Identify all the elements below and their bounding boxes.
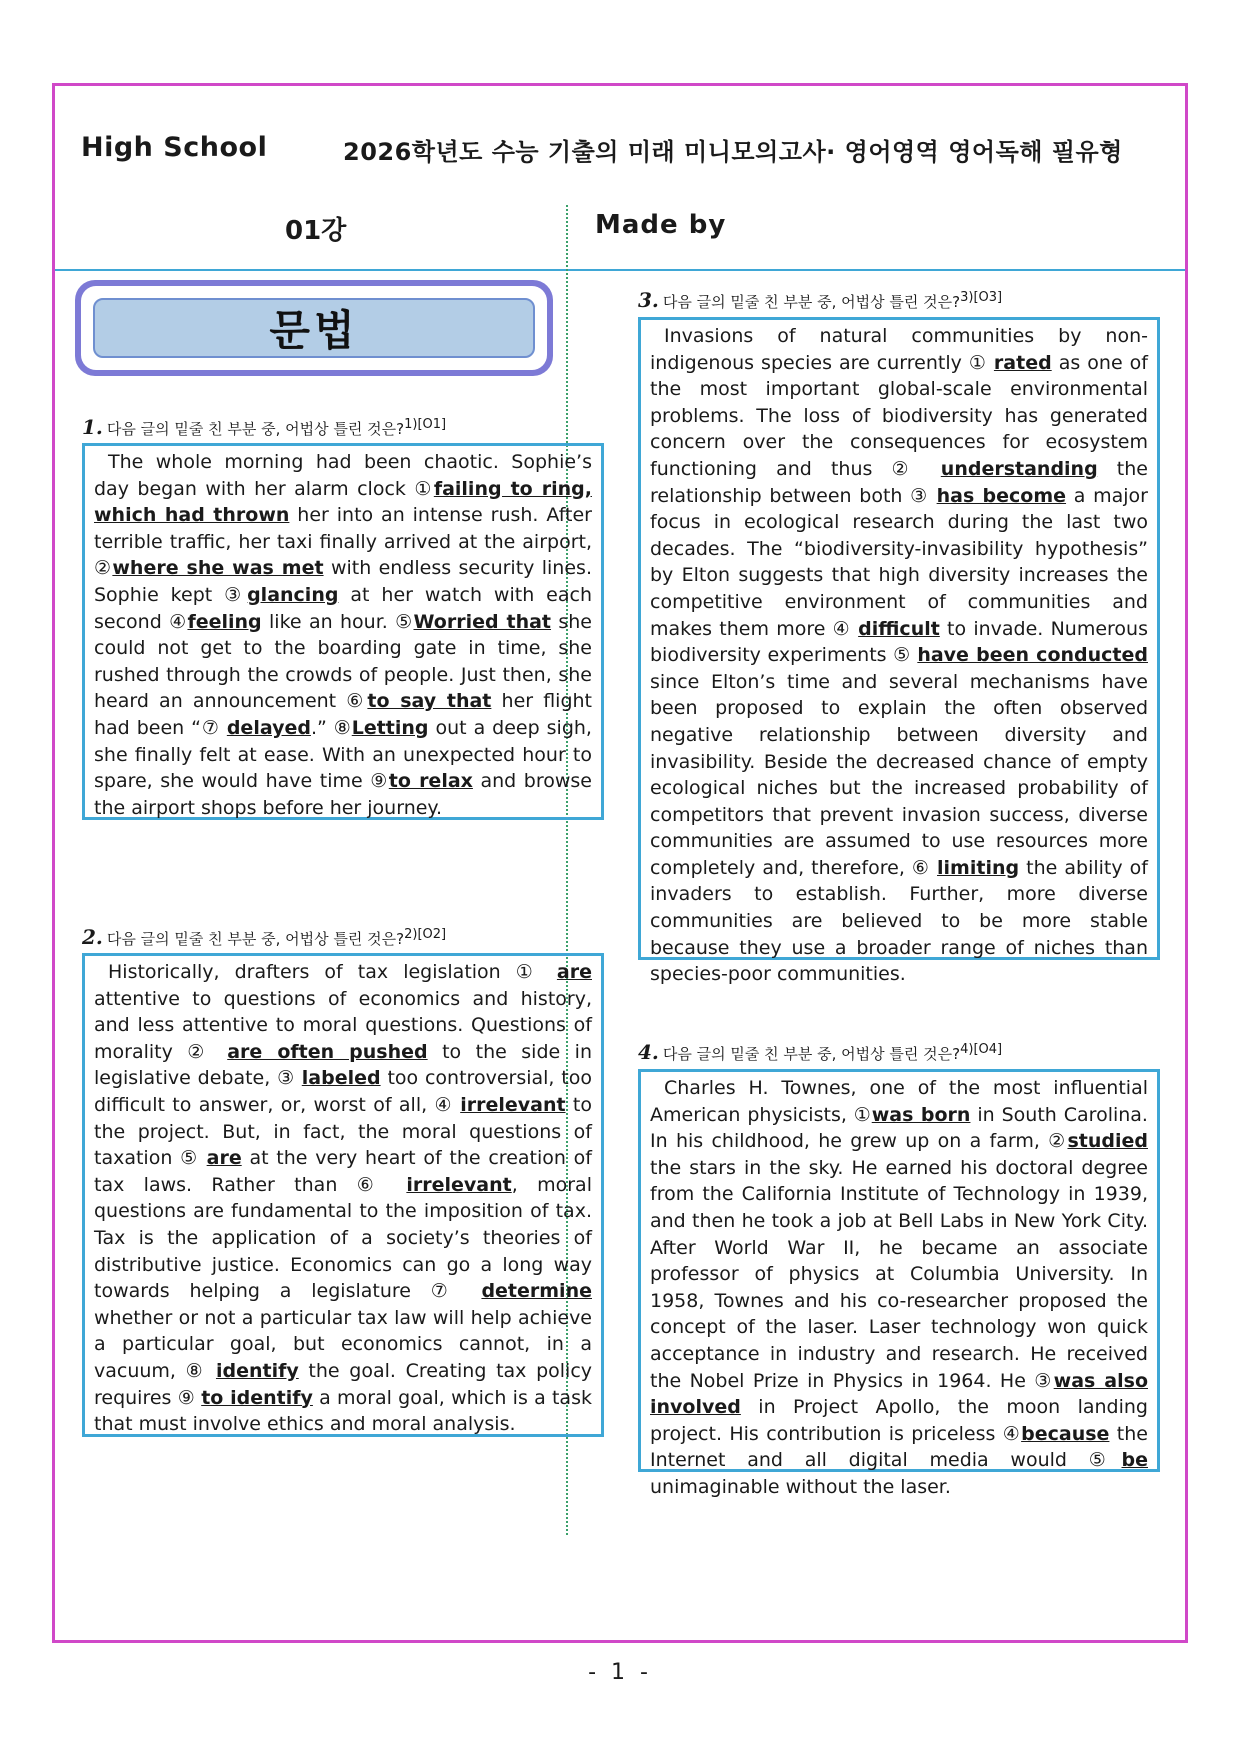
question-prompt: 다음 글의 밑줄 친 부분 중, 어법상 틀린 것은? — [106, 930, 405, 948]
passage-segment: with endless security lines. Sophie kept ③ — [94, 557, 592, 606]
passage-segment: out a deep sigh, she finally felt at ease. With an unexpected hour to spare, she would have time ⑨ — [94, 716, 592, 793]
question-1-header — [82, 415, 446, 439]
passage-segment: and browse the airport shops before her journey. — [94, 770, 592, 819]
passage-segment: like an hour. ⑤ — [261, 610, 414, 633]
underlined-choice: understanding — [940, 457, 1098, 480]
question-prompt: 다음 글의 밑줄 친 부분 중, 어법상 틀린 것은? — [662, 293, 961, 311]
passage-segment: the stars in the sky. He earned his doctoral degree from the California Institute of Technology in 1939, and then he took a job at Bell Labs in New York City. After World War II, he became an associate professor of physics at Columbia University. In 1958, Townes and his co-researcher proposed the concept of the laser. Laser technology won quick acceptance in industry and research. He received the Nobel Prize in Physics in 1964. He ③ — [650, 1156, 1148, 1392]
passage-text — [650, 1075, 1148, 1501]
passage-segment: Historically, drafters of tax legislation ① — [108, 961, 557, 983]
underlined-choice: was born — [871, 1103, 971, 1126]
question-number: 2. — [82, 925, 103, 949]
exam-title: 2026학년도 수능 기출의 미래 미니모의고사· 영어영역 영어독해 필유형 — [343, 138, 1123, 166]
section-banner — [75, 280, 553, 376]
question-number: 4. — [638, 1040, 659, 1064]
passage-segment: too controversial, too difficult to answer, or, worst of all, ④ — [94, 1067, 592, 1116]
underlined-choice: labeled — [301, 1067, 381, 1090]
question-1-passage — [82, 443, 604, 820]
passage-segment: she could not get to the boarding gate in time, she rushed through the crowds of people. Just then, she heard an announcement ⑥ — [94, 610, 592, 713]
underlined-choice: because — [1021, 1422, 1110, 1445]
question-3-passage — [638, 317, 1160, 986]
underlined-choice: delayed — [226, 716, 311, 739]
underlined-choice: irrelevant — [406, 1173, 512, 1196]
passage-segment: the goal. Creating tax policy requires ⑨ — [94, 1359, 593, 1409]
underlined-choice: to say that — [367, 690, 492, 713]
underlined-choice: limiting — [937, 856, 1020, 879]
underlined-choice: to identify — [201, 1386, 313, 1409]
underlined-choice: studied — [1067, 1130, 1148, 1153]
question-ref: 1)[O1] — [404, 417, 447, 432]
passage-segment: to the project. But, in fact, the moral questions of taxation ⑤ — [94, 1093, 592, 1170]
underlined-choice: identify — [215, 1359, 299, 1382]
underlined-choice: was also involved — [650, 1369, 1148, 1419]
question-2-passage — [82, 953, 604, 1437]
passage-segment: the relationship between both ③ — [650, 457, 1148, 507]
underlined-choice: Letting — [351, 716, 429, 739]
section-label: 문법 — [269, 306, 359, 355]
lesson-label: 01강 — [285, 216, 347, 246]
made-by-label: Made by — [595, 210, 727, 240]
passage-segment: at the very heart of the creation of tax laws. Rather than ⑥ — [94, 1147, 592, 1196]
passage-segment: to invade. Numerous biodiversity experiments ⑤ — [650, 617, 1148, 667]
underlined-choice: are often pushed — [227, 1040, 428, 1063]
passage-segment: a major focus in ecological research during the last two decades. The “biodiversity-invasibility hypothesis” by Elton suggests that high diversity increases the competitive environment of communities and makes them more ④ — [650, 484, 1148, 640]
underlined-choice: rated — [993, 351, 1052, 374]
question-3-header — [638, 288, 1002, 312]
question-4-passage — [638, 1069, 1160, 1498]
passage-segment: , moral questions are fundamental to the imposition of tax. Tax is the application of a society’s theories of distributive justice. Economics can go a long way towards helping a legislature ⑦ — [94, 1173, 592, 1303]
passage-segment: unimaginable without the laser. — [650, 1475, 951, 1498]
question-prompt: 다음 글의 밑줄 친 부분 중, 어법상 틀린 것은? — [106, 420, 405, 438]
passage-segment: attentive to questions of economics and history, and less attentive to moral questions. Questions of morality ② — [94, 987, 592, 1063]
underlined-choice: are — [206, 1147, 242, 1170]
passage-text — [650, 323, 1148, 988]
passage-segment: a moral goal, which is a task that must involve ethics and moral analysis. — [94, 1386, 592, 1436]
school-label: High School — [81, 132, 268, 163]
question-2-header — [82, 925, 446, 949]
passage-text — [94, 449, 592, 821]
passage-segment: .” ⑧ — [310, 716, 352, 739]
passage-segment: since Elton’s time and several mechanisms have been proposed to explain the often observed negative relationship between diversity and invasibility. Beside the decreased chance of empty ecological niches but the increased probability of competitors that prevent invasion success, diverse communities are assumed to use resources more completely and, therefore, ⑥ — [650, 670, 1148, 879]
underlined-choice: glancing — [247, 583, 339, 606]
passage-segment: her flight had been “⑦ — [94, 690, 592, 739]
passage-segment: in Project Apollo, the moon landing project. His contribution is priceless ④ — [650, 1396, 1148, 1445]
underlined-choice: irrelevant — [460, 1093, 566, 1116]
underlined-choice: difficult — [858, 617, 940, 640]
underlined-choice: are — [556, 961, 592, 983]
underlined-choice: Worried that — [413, 610, 552, 633]
passage-segment: at her watch with each second ④ — [94, 583, 592, 633]
passage-text — [94, 959, 592, 1438]
passage-segment: to the side in legislative debate, ③ — [94, 1040, 592, 1090]
underlined-choice: to relax — [388, 770, 473, 793]
underlined-choice: has become — [936, 484, 1067, 507]
question-prompt: 다음 글의 밑줄 친 부분 중, 어법상 틀린 것은? — [662, 1045, 961, 1063]
passage-segment: Charles H. Townes, one of the most influential American physicists, ① — [650, 1077, 1148, 1126]
passage-segment: the ability of invaders to establish. Further, more diverse communities are believed to be more stable because they use a broader range of niches than species-poor communities. — [650, 856, 1148, 986]
passage-segment: in South Carolina. In his childhood, he grew up on a farm, ② — [650, 1103, 1148, 1153]
page-number: - 1 - — [588, 1660, 652, 1685]
underlined-choice: have been conducted — [917, 644, 1148, 667]
passage-segment: as one of the most important global-scale environmental problems. The loss of biodiversity has generated concern over the consequences for ecosystem functioning and thus ② — [650, 351, 1148, 480]
question-number: 3. — [638, 288, 659, 312]
passage-segment: whether or not a particular tax law will help achieve a particular goal, but economics cannot, in a vacuum, ⑧ — [94, 1306, 592, 1382]
question-ref: 4)[O4] — [960, 1042, 1003, 1057]
underlined-choice: where she was met — [112, 557, 324, 580]
header-divider — [55, 269, 1185, 271]
question-4-header — [638, 1040, 1002, 1064]
passage-segment: Invasions of natural communities by non-indigenous species are currently ① — [650, 325, 1148, 374]
passage-segment: her into an intense rush. After terrible traffic, her taxi finally arrived at the airport, ② — [94, 504, 592, 580]
question-ref: 3)[O3] — [960, 290, 1003, 305]
question-ref: 2)[O2] — [404, 927, 447, 942]
underlined-choice: determine — [481, 1280, 592, 1303]
underlined-choice: failing to ring, which had thrown — [94, 477, 592, 527]
underlined-choice: feeling — [187, 610, 262, 633]
underlined-choice: be — [1121, 1449, 1148, 1472]
question-number: 1. — [82, 415, 103, 439]
passage-segment: the Internet and all digital media would ⑤ — [650, 1422, 1148, 1472]
passage-segment: The whole morning had been chaotic. Sophie’s day began with her alarm clock ① — [94, 451, 592, 500]
